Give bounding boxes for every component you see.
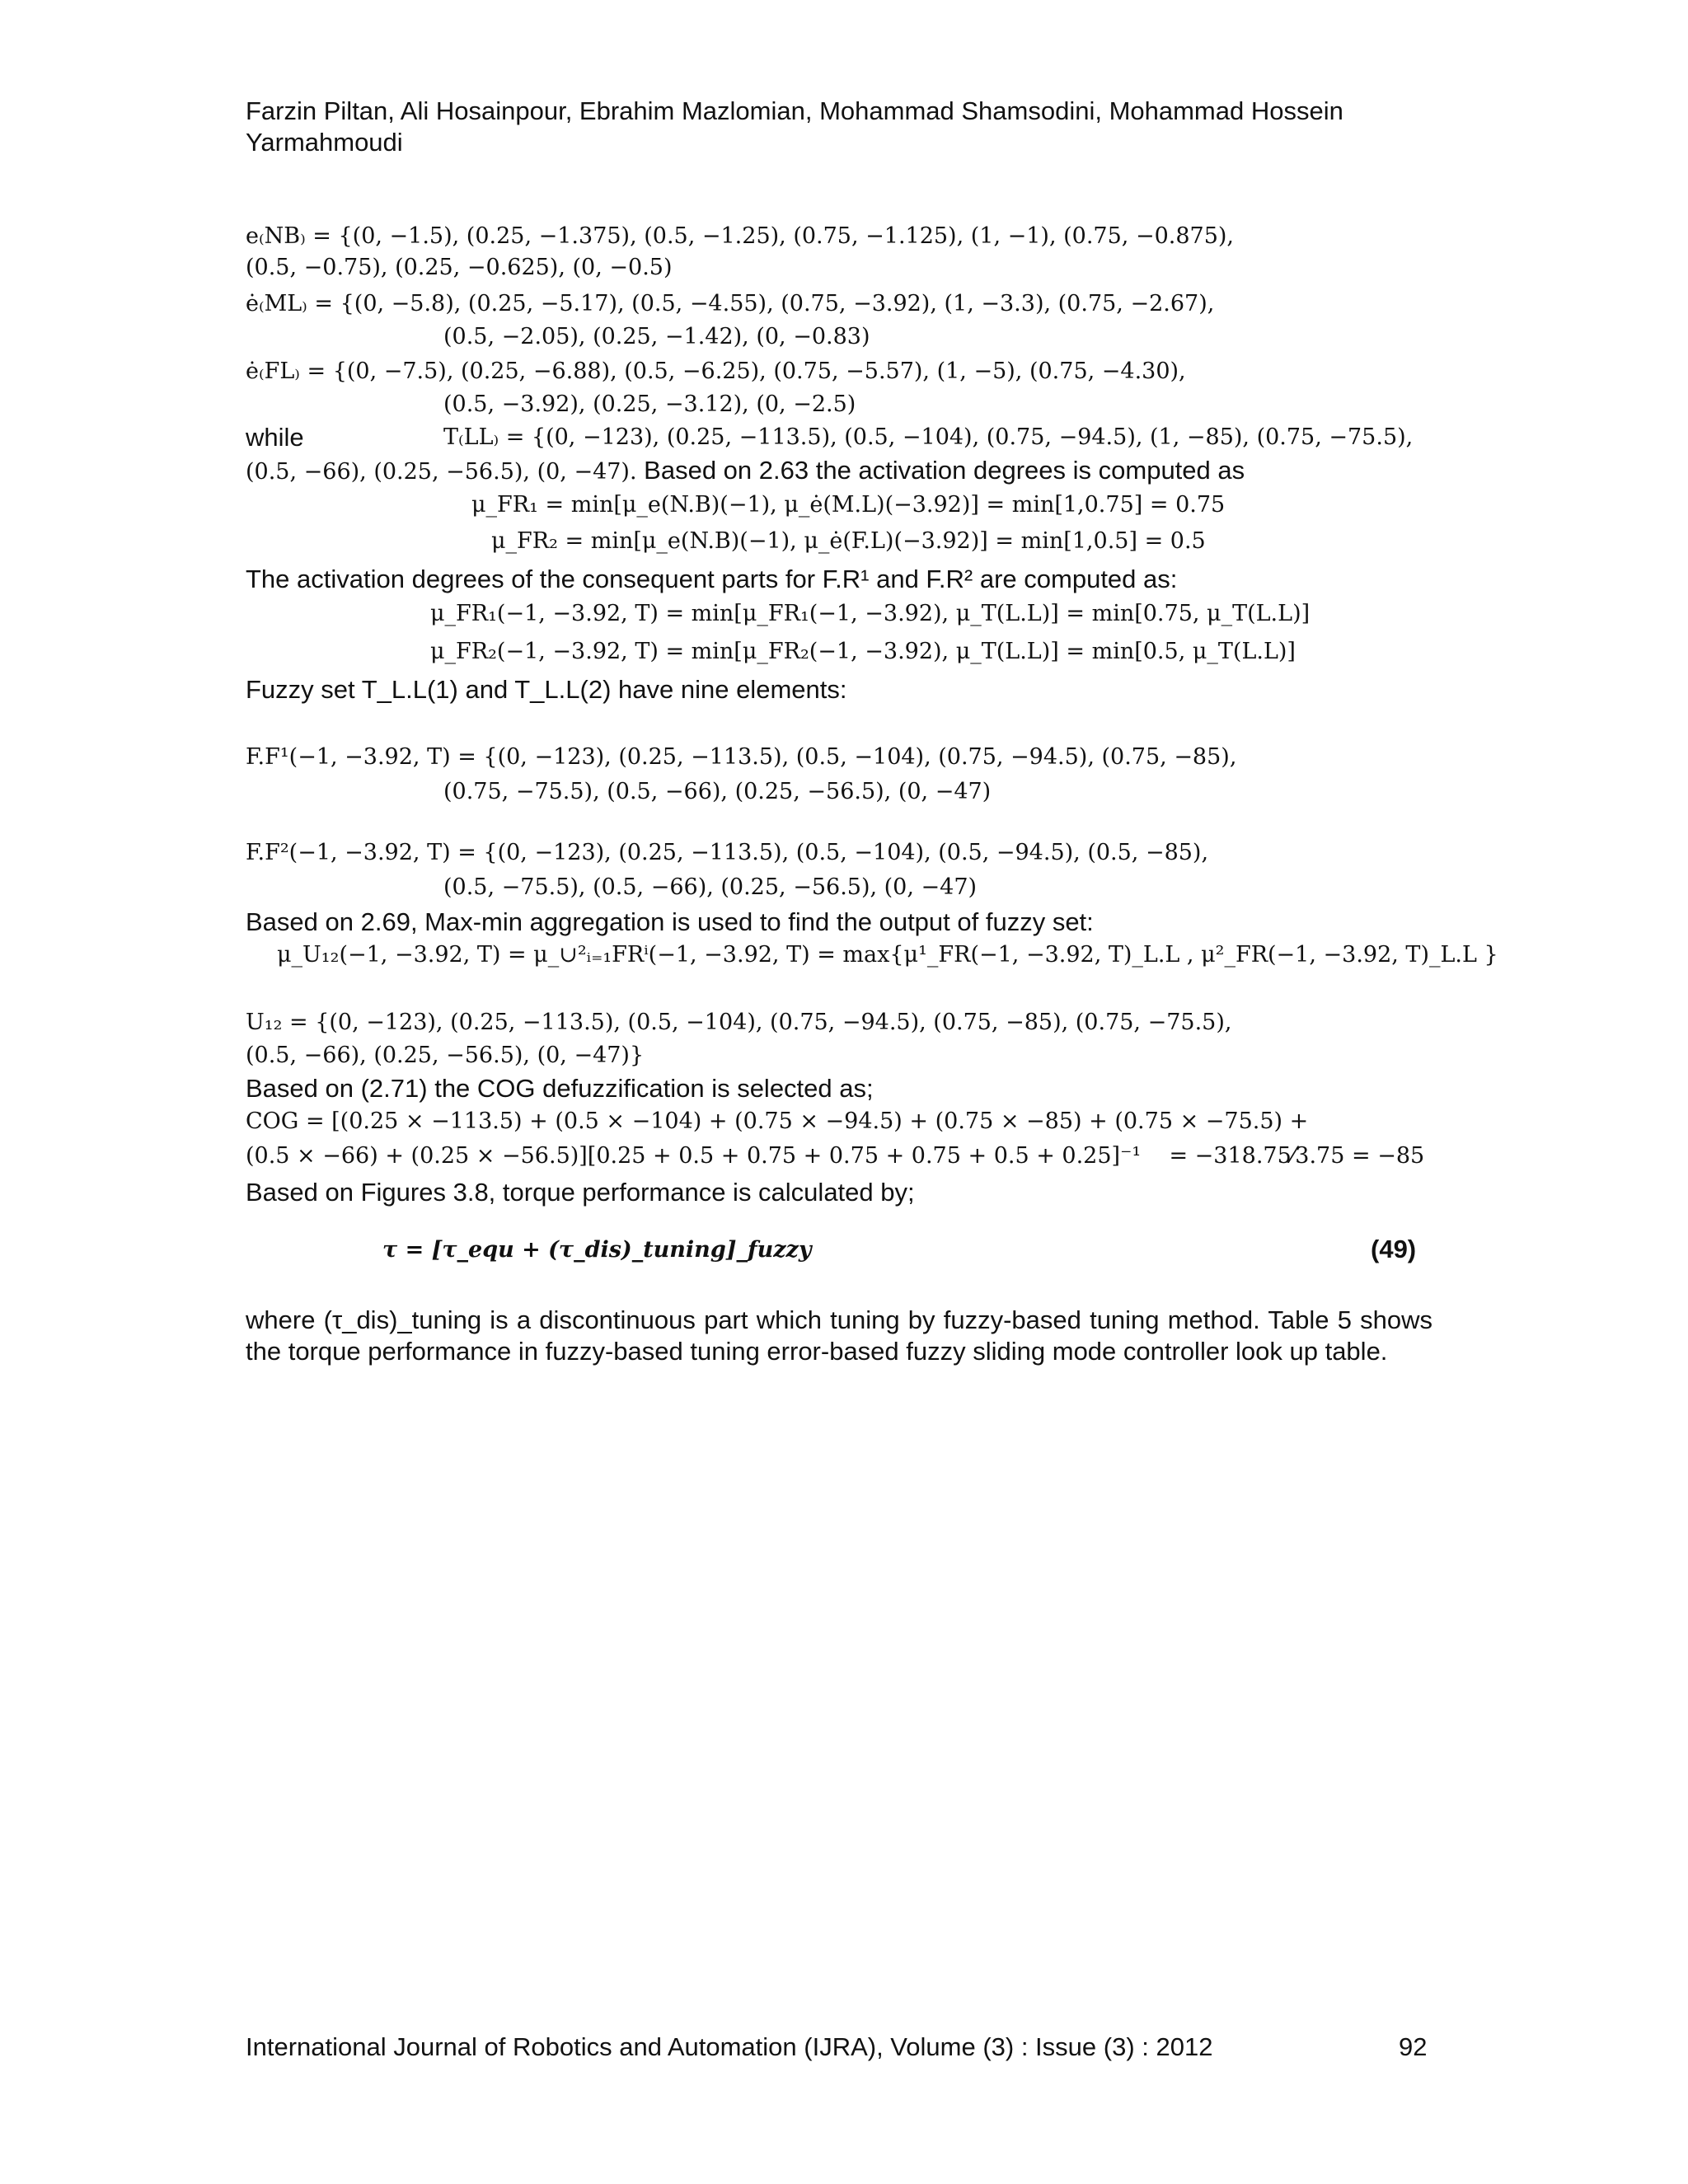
eq-t-ll-line-1: T₍LL₎ = {(0, −123), (0.25, −113.5), (0.5, −104), (0.75, −94.5), (1, −85), (0.75, −75.5), bbox=[443, 424, 1414, 450]
torque-text: Based on Figures 3.8, torque performance is calculated by; bbox=[246, 1178, 915, 1207]
consequent-text: The activation degrees of the consequent parts for F.R¹ and F.R² are computed as: bbox=[246, 565, 1178, 593]
aggregation-text: Based on 2.69, Max-min aggregation is used to find the output of fuzzy set: bbox=[246, 907, 1094, 936]
eq-edot-fl-line-1: ė₍FL₎ = {(0, −7.5), (0.25, −6.88), (0.5, −6.25), (0.75, −5.57), (1, −5), (0.75, −4.30), bbox=[246, 359, 1186, 384]
eq-e-nb-line-1: e₍NB₎ = {(0, −1.5), (0.25, −1.375), (0.5, −1.25), (0.75, −1.125), (1, −1), (0.75, −0.875), bbox=[246, 223, 1234, 249]
activation-text: Based on 2.63 the activation degrees is computed as bbox=[636, 456, 1245, 485]
while-label: while bbox=[246, 423, 304, 452]
author-header: Farzin Piltan, Ali Hosainpour, Ebrahim Mazlomian, Mohammad Shamsodini, Mohammad Hossein Yarmahmoudi bbox=[246, 96, 1343, 157]
eq-mu-u12: μ_U₁₂(−1, −3.92, T) = μ_∪²ᵢ₌₁FRⁱ(−1, −3.92, T) = max{μ¹_FR(−1, −3.92, T)_L.L , μ²_FR(−1, −3.92, T)_L.L } bbox=[277, 942, 1498, 968]
eq-ff2-line-1: F.F²(−1, −3.92, T) = {(0, −123), (0.25, −113.5), (0.5, −104), (0.5, −94.5), (0.5, −85), bbox=[246, 840, 1209, 865]
eq-edot-ml-line-2: (0.5, −2.05), (0.25, −1.42), (0, −0.83) bbox=[443, 324, 870, 349]
eq-mu-fr1: μ_FR₁ = min[μ_e(N.B)(−1), μ_ė(M.L)(−3.92)] = min[1,0.75] = 0.75 bbox=[471, 492, 1226, 518]
eq-tau: τ = [τ_equ + (τ_dis)_tuning]_fuzzy bbox=[382, 1237, 812, 1263]
eq-u12-line-2: (0.5, −66), (0.25, −56.5), (0, −47)} bbox=[246, 1043, 645, 1068]
eq-edot-ml-line-1: ė₍ML₎ = {(0, −5.8), (0.25, −5.17), (0.5, −4.55), (0.75, −3.92), (1, −3.3), (0.75, −2.67), bbox=[246, 291, 1215, 316]
footer-page-number: 92 bbox=[1399, 2032, 1428, 2061]
equation-number: (49) bbox=[1371, 1235, 1417, 1263]
eq-mu-fr2: μ_FR₂ = min[μ_e(N.B)(−1), μ_ė(F.L)(−3.92)] = min[1,0.5] = 0.5 bbox=[491, 528, 1206, 554]
eq-e-nb-line-2: (0.5, −0.75), (0.25, −0.625), (0, −0.5) bbox=[246, 255, 673, 280]
eq-cog-line-2: (0.5 × −66) + (0.25 × −56.5)][0.25 + 0.5 + 0.75 + 0.75 + 0.75 + 0.5 + 0.25]⁻¹ = −318.75⁄3.75 = −85 bbox=[246, 1143, 1425, 1169]
eq-t-ll-line-2: (0.5, −66), (0.25, −56.5), (0, −47). bbox=[246, 459, 637, 485]
cog-text: Based on (2.71) the COG defuzzification is selected as; bbox=[246, 1074, 874, 1103]
body-paragraph: where (τ_dis)_tuning is a discontinuous part which tuning by fuzzy-based tuning method. Table 5 shows the torque performance in fuzzy-based tuning error-based fuzzy sliding mode controller look up table. bbox=[246, 1305, 1432, 1366]
eq-mu-fr1-t: μ_FR₁(−1, −3.92, T) = min[μ_FR₁(−1, −3.92), μ_T(L.L)] = min[0.75, μ_T(L.L)] bbox=[430, 601, 1311, 626]
eq-ff1-line-1: F.F¹(−1, −3.92, T) = {(0, −123), (0.25, −113.5), (0.5, −104), (0.75, −94.5), (0.75, −85), bbox=[246, 744, 1237, 770]
eq-cog-line-1: COG = [(0.25 × −113.5) + (0.5 × −104) + (0.75 × −94.5) + (0.75 × −85) + (0.75 × −75.5) + bbox=[246, 1108, 1309, 1134]
eq-u12-line-1: U₁₂ = {(0, −123), (0.25, −113.5), (0.5, −104), (0.75, −94.5), (0.75, −85), (0.75, −75.5), bbox=[246, 1010, 1232, 1035]
footer-journal: International Journal of Robotics and Automation (IJRA), Volume (3) : Issue (3) : 2012 bbox=[246, 2032, 1213, 2061]
eq-edot-fl-line-2: (0.5, −3.92), (0.25, −3.12), (0, −2.5) bbox=[443, 391, 856, 417]
fuzzy-set-text: Fuzzy set T_L.L(1) and T_L.L(2) have nine elements: bbox=[246, 675, 847, 704]
eq-t-ll-line-2-wrap bbox=[246, 455, 1245, 491]
eq-ff1-line-2: (0.75, −75.5), (0.5, −66), (0.25, −56.5), (0, −47) bbox=[443, 779, 992, 804]
eq-mu-fr2-t: μ_FR₂(−1, −3.92, T) = min[μ_FR₂(−1, −3.92), μ_T(L.L)] = min[0.5, μ_T(L.L)] bbox=[430, 639, 1296, 664]
eq-ff2-line-2: (0.5, −75.5), (0.5, −66), (0.25, −56.5), (0, −47) bbox=[443, 874, 978, 900]
